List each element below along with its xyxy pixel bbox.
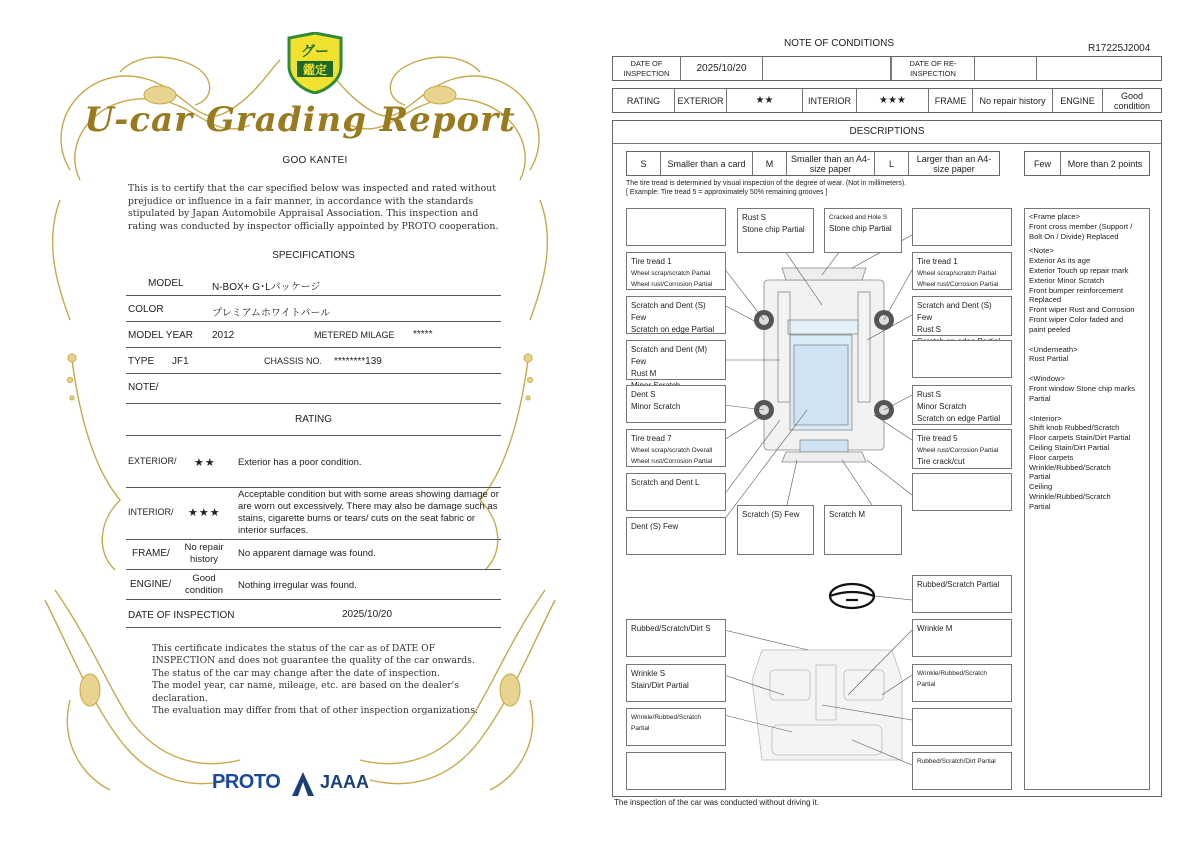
desc-line: Stone chip Partial [742,225,805,234]
desc-box-windshield [824,208,902,253]
exterior-description: Exterior has a poor condition. [238,457,362,468]
desc-line: Cracked and Hole S [829,214,888,221]
desc-box-front-left-tire [626,252,726,290]
desc-box-front-left-fender [626,296,726,334]
note-line [1029,404,1145,414]
desc-line: Wheel rust/Corrosion Partial [631,281,713,288]
note-line [1029,335,1145,345]
disclaimer-line: The model year, car name, mileage, etc. are based on the dealer's [152,680,459,692]
desc-box-floor-carpet [626,708,726,746]
date-blank-cell [763,57,891,80]
desc-line: Scratch and Dent (S) Few [631,301,706,322]
engine-label: ENGINE/ [130,579,172,590]
desc-box-rear-left-tire [626,429,726,467]
desc-box-ceiling [626,619,726,657]
model-year-value: 2012 [212,330,235,341]
proto-logo: PROTO [212,771,281,793]
note-line: Floor carpets Stain/Dirt Partial [1029,433,1131,443]
desc-line: Wheel rust/Corrosion Partial [631,458,713,465]
exterior-label: EXTERIOR [675,89,727,112]
reference-number: R17225J2004 [1088,43,1151,54]
desc-line: Wrinkle S [631,669,666,678]
report-title: U-car Grading Report [84,100,516,140]
disclaimer-line: declaration. [152,692,208,704]
note-line: Ceiling [1029,482,1053,492]
desc-box-empty [912,208,1012,246]
desc-box-empty [912,473,1012,511]
interior-description: Acceptable condition but with some areas showing damage or are worn out excessively. There may also be damage such as stains, cigarette burns or tears/ cuts on the seat fabric or interior surfaces. [238,489,499,536]
desc-line: Rust S [917,390,942,399]
spec-row-color [126,296,501,322]
desc-line: Wheel scrap/scratch Partial [631,270,711,277]
desc-box-empty [626,208,726,246]
disclaimer-line: The status of the car may change after the date of inspection. [152,667,440,679]
chassis-no-label: CHASSIS NO. [264,356,323,366]
desc-line: Wheel scrap/scratch Partial [917,270,997,277]
note-line: Front wiper Rust and Corrosion [1029,305,1135,315]
engine-value: Good condition [1113,90,1151,111]
desc-box-back-door [824,505,902,555]
disclaimer [152,643,482,717]
note-line: Replaced [1029,295,1062,305]
note-line: Partial [1029,501,1051,511]
desc-line: Wheel rust/Corrosion Partial [917,447,999,454]
svg-text:グー: グー [301,44,329,60]
desc-line: Minor Scratch [631,402,681,411]
conditions-title: NOTE OF CONDITIONS [784,38,894,49]
note-line: paint peeled [1029,324,1071,334]
note-line: Wrinkle/Rubbed/Scratch [1029,462,1111,472]
footer-logos [212,770,412,798]
disclaimer-line: This certificate indicates the status of the car as of DATE OF [152,643,436,654]
rating-row [612,88,1162,113]
color-label: COLOR [128,304,164,315]
desc-box-dashboard [912,619,1012,657]
note-line: <Window> [1029,374,1065,384]
note-line: Exterior As its age [1029,256,1091,266]
note-line: <Note> [1029,246,1054,256]
spec-row-model-year [126,322,501,348]
spec-row-type [126,348,501,374]
legend-few-desc: More than 2 points [1067,158,1143,169]
desc-line: Scratch M [829,510,866,519]
desc-line: Scratch and Dent L [631,478,700,487]
note-line [1029,364,1145,374]
desc-line: Wrinkle M [917,624,953,633]
notes-panel [1024,208,1150,790]
rating-row-interior [126,488,501,540]
note-label: NOTE/ [128,382,159,393]
tire-tread-note: The tire tread is determined by visual inspection of the degree of wear. (Not in millimeters). [626,180,907,187]
desc-line: Stain/Dirt Partial [631,681,689,690]
metered-milage-value: ***** [413,329,433,340]
frame-description: No apparent damage was found. [238,548,376,559]
exterior-stars: ★★ [727,89,803,112]
interior-stars: ★★★ [857,89,929,112]
note-line: Floor carpets [1029,452,1074,462]
interior-label: INTERIOR/ [128,507,174,517]
spec-row-note [126,374,501,404]
descriptions-heading: DESCRIPTIONS [849,126,925,137]
note-line: Front window Stone chip marks [1029,383,1135,393]
frame-label: FRAME [929,89,973,112]
engine-description: Nothing irregular was found. [238,580,357,591]
rating-heading: RATING [294,414,333,425]
legend-m: M [753,152,787,175]
steering-wheel-icon [830,584,874,608]
date-of-reinspection-label: DATE OF RE-INSPECTION [891,57,975,80]
desc-line: Rust S [917,325,942,334]
desc-line: Tire tread 1 [631,257,672,266]
note-line: Rust Partial [1029,354,1069,364]
desc-box-rear-left-quarter [626,473,726,511]
desc-line: Scratch and Dent (M) Few [631,345,708,366]
note-line: Partial [1029,472,1051,482]
desc-box-rear-bumper [737,505,814,555]
desc-box-rear-seat [912,752,1012,790]
model-year-label: MODEL YEAR [128,330,194,341]
note-of-conditions-sheet [600,0,1200,848]
desc-line: Rubbed/Scratch Partial [917,580,1000,589]
note-line: Shift knob Rubbed/Scratch [1029,423,1120,433]
rating-label: RATING [613,89,675,112]
desc-box-empty [626,752,726,790]
note-line: <Underneath> [1029,344,1078,354]
engine-label: ENGINE [1053,89,1103,112]
desc-box-empty [912,340,1012,378]
desc-box-rear-bumper-left [626,517,726,555]
disclaimer-line: The evaluation may differ from that of other inspection organizations. [152,705,478,717]
note-line: <Frame place> [1029,212,1081,221]
desc-line: Rust M [631,369,657,378]
rating-row-frame [126,540,501,570]
frame-value: No repair history [973,89,1053,112]
desc-box-rear-right-tire [912,429,1012,469]
desc-box-front-seat [626,664,726,702]
note-line: Bolt On / Divide) Replaced [1029,231,1119,241]
desc-line: Minor Scratch [917,402,967,411]
desc-line: Wrinkle/Rubbed/Scratch Partial [631,714,701,732]
desc-line: Dent (S) Few [631,522,679,531]
note-line: Ceiling Stain/Dirt Partial [1029,442,1110,452]
frame-value: No repair history [184,542,224,565]
note-line: Exterior Minor Scratch [1029,275,1105,285]
date-of-inspection-value: 2025/10/20 [342,609,393,620]
desc-box-right-rear-door [912,385,1012,425]
note-line: <Interior> [1029,413,1062,423]
interior-label: INTERIOR [803,89,857,112]
metered-milage-label: METERED MILAGE [314,330,395,340]
goo-kantei-badge-logo [285,32,345,94]
date-of-inspection-value: 2025/10/20 [681,57,763,80]
desc-box-left-rear-door [626,385,726,423]
jaaa-logo: JAAA [320,772,370,792]
legend-few: Few [1025,152,1061,175]
desc-line: Rubbed/Scratch/Dirt Partial [917,758,996,765]
svg-text:鑑定: 鑑定 [302,63,328,77]
desc-line: Scratch on edge Partial [917,414,1001,423]
desc-line: Wrinkle/Rubbed/Scratch Partial [917,670,987,688]
desc-box-front-right-fender [912,296,1012,336]
chassis-no-value: ********139 [334,356,382,367]
interior-stars: ★★★ [188,507,221,519]
legend-s: S [627,152,661,175]
engine-value: Good condition [184,573,224,596]
desc-box-passenger-seat [912,664,1012,702]
desc-box-steering [912,575,1012,613]
desc-box-front-right-tire [912,252,1012,290]
desc-box-roof-left [737,208,814,253]
spec-row-model [126,270,501,296]
frame-label: FRAME/ [132,548,170,559]
note-line: Partial [1029,393,1051,403]
type-value: JF1 [172,356,189,367]
model-label: MODEL [148,278,184,289]
date-row [612,56,1162,81]
note-line: Exterior Touch up repair mark [1029,265,1129,275]
note-line: Wrinkle/Rubbed/Scratch [1029,491,1111,501]
desc-box-empty [912,708,1012,746]
model-value: N-BOX+ G･Lパッケージ [212,282,321,293]
desc-line: Tire tread 7 [631,434,672,443]
desc-line: Wheel scrap/scratch Overall [631,447,713,454]
legend-l: L [875,152,909,175]
desc-line: Scratch (S) Few [742,510,800,519]
date-of-inspection-label: DATE OF INSPECTION [613,57,681,80]
desc-line: Rubbed/Scratch/Dirt S [631,624,711,633]
desc-line: Rust S [742,213,767,222]
jaaa-mark-icon [292,772,314,796]
reinspection-value-cell [975,57,1037,80]
exterior-label: EXTERIOR/ [128,456,177,466]
color-value: プレミアムホワイトパール [212,308,331,319]
rating-row-engine [126,570,501,600]
certification-statement: This is to certify that the car specified below was inspected and rated without prejudice or influence in a fair manner, in accordance with the standards stipulated by Japan Automobile Appraisal Association. This inspection and rating was conducted by inspector officially appointed by PROTO cooperation. [128,183,499,232]
note-line: Front bumper reinforcement [1029,285,1124,295]
desc-line: Scratch and Dent (S) Few [917,301,992,322]
desc-line: Tire tread 1 [917,257,958,266]
rating-row-exterior [126,436,501,488]
report-subtitle: GOO KANTEI [282,155,348,166]
desc-line: Dent S [631,390,656,399]
note-line: Front wiper Color faded and [1029,314,1124,324]
disclaimer-line: INSPECTION and does not guarantee the quality of the car onwards. [152,655,475,667]
date-of-inspection-label: DATE OF INSPECTION [128,610,235,621]
type-label: TYPE [128,356,155,367]
desc-line: Scratch on edge Partial [631,325,715,334]
desc-line: Tire crack/cut [917,457,965,466]
specifications-heading: SPECIFICATIONS [272,250,355,261]
legend-s-desc: Smaller than a card [661,152,753,175]
desc-box-left-door [626,340,726,380]
note-line: Front cross member (Support / [1029,221,1133,231]
legend-l-desc: Larger than an A4-size paper [916,153,992,174]
desc-line: Tire tread 5 [917,434,958,443]
desc-line: Wheel rust/Corrosion Partial [917,281,999,288]
exterior-stars: ★★ [194,457,216,469]
tire-tread-example: [ Example: Tire tread 5 = approximately 50% remaining grooves ] [626,189,828,196]
rating-row-date [126,600,501,628]
desc-line: Stone chip Partial [829,224,892,233]
footer-note: The inspection of the car was conducted without driving it. [614,798,819,807]
legend-m-desc: Smaller than an A4-size paper [787,152,875,175]
